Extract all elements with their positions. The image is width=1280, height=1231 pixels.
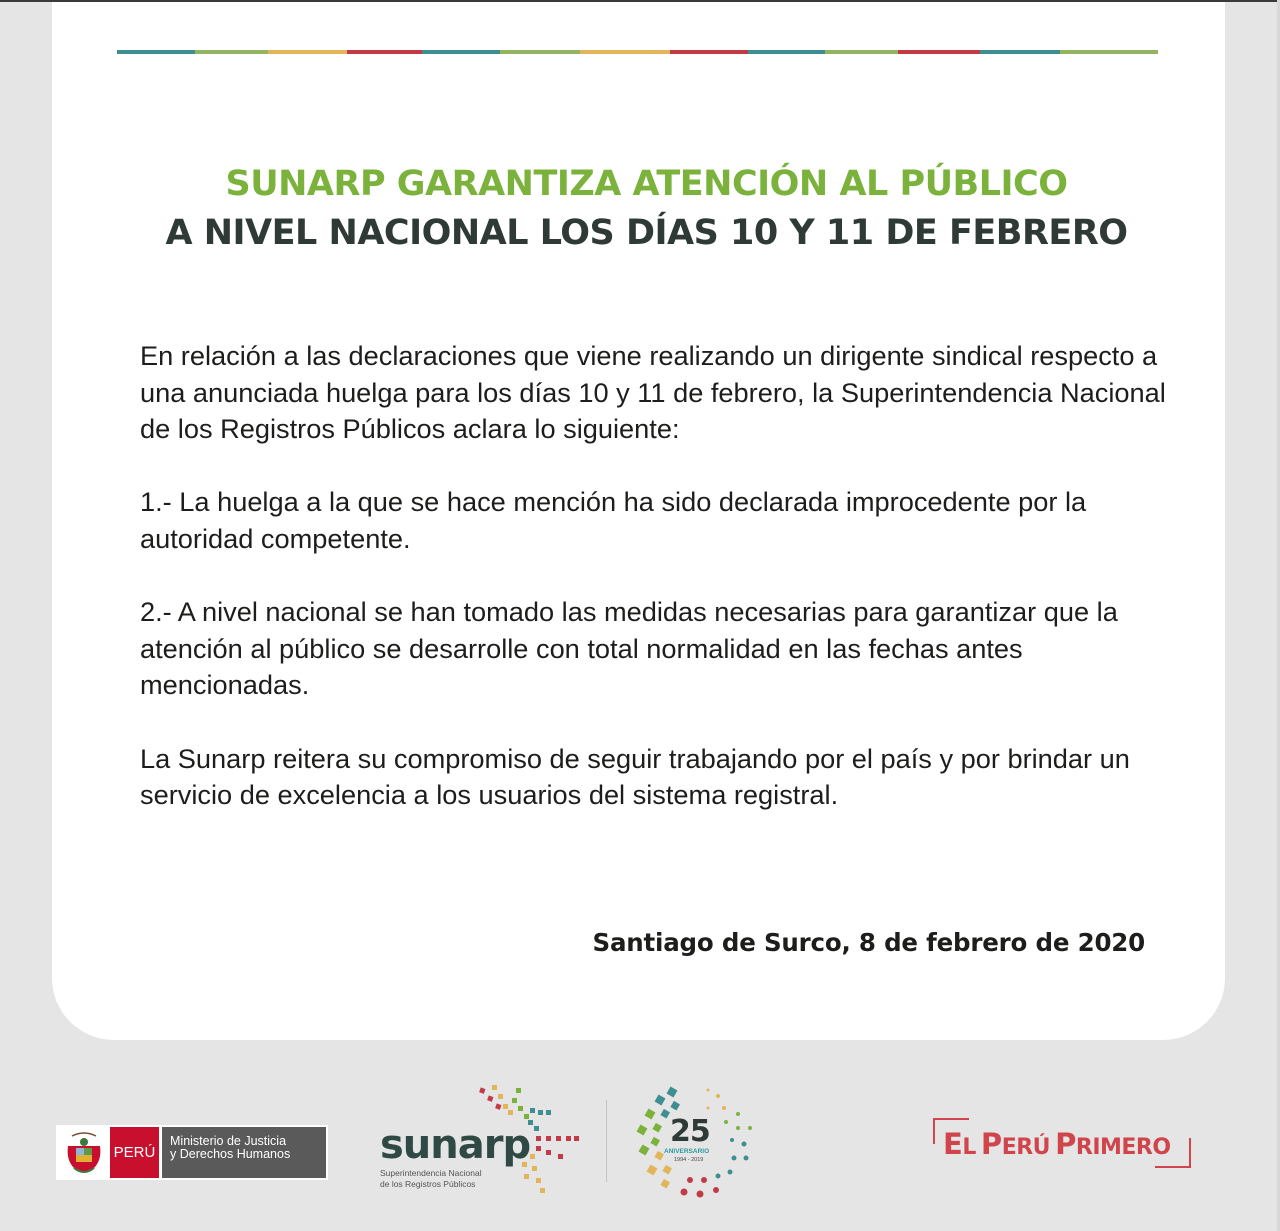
intro-paragraph: En relación a las declaraciones que viene realizando un dirigente sindical respecto a una anunciada huelga para los días 10 y 11 de febrero, la Superintendencia Nacional de los Registros Públicos aclara lo siguiente: <box>140 340 1166 445</box>
sunarp-subtitle-line-1: Superintendencia Nacional <box>380 1168 482 1178</box>
anniversary-years: 1994 - 2019 <box>674 1157 704 1163</box>
color-rule-segment <box>980 50 1060 54</box>
headline <box>52 160 1241 258</box>
sunarp-logo <box>378 1082 588 1197</box>
statement-card <box>52 2 1225 1040</box>
coat-of-arms-icon <box>58 1127 110 1178</box>
logo-divider <box>606 1100 607 1182</box>
color-rule-segment <box>1060 50 1158 54</box>
peru-label: PERÚ <box>110 1127 159 1178</box>
color-rule-segment <box>580 50 670 54</box>
color-rule-segment <box>898 50 980 54</box>
anniversary-logo <box>626 1082 756 1200</box>
sunarp-subtitle <box>380 1168 482 1190</box>
point-1-paragraph: 1.- La huelga a la que se hace mención ha sido declarada improcedente por la autoridad competente. <box>140 486 1087 554</box>
place-date-signature: Santiago de Surco, 8 de febrero de 2020 <box>592 928 1145 957</box>
color-rule-segment <box>347 50 422 54</box>
headline-line-2: A NIVEL NACIONAL LOS DÍAS 10 Y 11 DE FEBRERO <box>165 213 1128 253</box>
color-rule-segment <box>825 50 898 54</box>
color-rule-segment <box>500 50 580 54</box>
point-2-paragraph: 2.- A nivel nacional se han tomado las medidas necesarias para garantizar que la atención al público se desarrolle con total normalidad en las fechas antes mencionadas. <box>140 596 1118 701</box>
anniversary-label: ANIVERSARIO <box>664 1148 710 1155</box>
color-rule-segment <box>422 50 500 54</box>
color-rule-segment <box>195 50 268 54</box>
ministry-line-1: Ministerio de Justicia <box>170 1134 287 1148</box>
headline-line-1: SUNARP GARANTIZA ATENCIÓN AL PÚBLICO <box>225 164 1068 204</box>
color-rule-segment <box>670 50 748 54</box>
el-peru-primero-logo <box>933 1118 1191 1168</box>
closing-paragraph: La Sunarp reitera su compromiso de seguir trabajando por el país y por brindar un servicio de excelencia a los usuarios del sistema registral. <box>140 742 1130 811</box>
sunarp-subtitle-line-2: de los Registros Públicos <box>380 1179 476 1189</box>
color-rule-segment <box>117 50 195 54</box>
sunarp-wordmark: sunarp <box>380 1122 531 1168</box>
color-rule-divider <box>117 50 1158 54</box>
ministry-name <box>162 1127 326 1178</box>
color-rule-segment <box>748 50 825 54</box>
ministry-line-2: y Derechos Humanos <box>170 1147 291 1161</box>
statement-body <box>140 338 1170 814</box>
anniversary-number: 25 <box>670 1114 710 1149</box>
minjus-logo <box>56 1125 328 1180</box>
color-rule-segment <box>268 50 347 54</box>
slogan-text: EL PERÚ PRIMERO <box>943 1127 1171 1161</box>
